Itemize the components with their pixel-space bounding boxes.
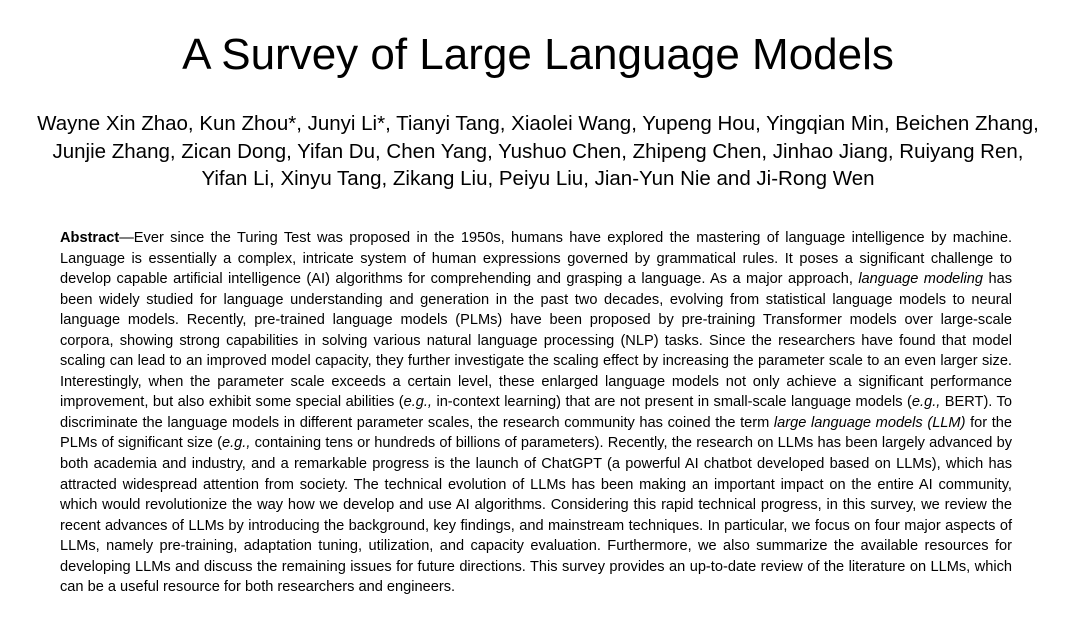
author-list: Wayne Xin Zhao, Kun Zhou*, Junyi Li*, Tianyi Tang, Xiaolei Wang, Yupeng Hou, Yingqian Min, Beichen Zhang, Junjie Zhang, Zican Dong, Yifan Du, Chen Yang, Yushuo Chen, Zhipeng Chen, Jinhao Jiang, Ruiyang Ren, Yifan Li, Xinyu Tang, Zikang Liu, Peiyu Liu, Jian-Yun Nie and Ji-Rong Wen: [37, 112, 1039, 190]
abstract-emphasis: e.g.,: [911, 394, 941, 411]
abstract-text: for the PLMs of significant size (: [60, 414, 1013, 452]
paper-title: A Survey of Large Language Models: [182, 30, 894, 79]
abstract-emphasis: language modeling: [858, 271, 984, 288]
abstract-text: Ever since the Turing Test was proposed in the 1950s, humans have explored the mastering of language intelligence by machine. Language is essentially a complex, intricate system of human expressions governed by grammatical rules. It poses a significant challenge to develop capable artificial intelligence (AI) algorithms for comprehending and grasping a language. As a major approach,: [60, 230, 1012, 288]
abstract-heading: Abstract: [60, 230, 120, 246]
abstract-text: containing tens or hundreds of billions of parameters). Recently, the research on LLMs has been largely advanced by both academia and industry, and a remarkable progress is the launch of ChatGPT (a powerful AI chatbot developed based on LLMs), which has attracted widespread attention from society. The technical evolution of LLMs has been making an important impact on the entire AI community, which would revolutionize the way how we develop and use AI algorithms. Considering this rapid technical progress, in this survey, we review the recent advances of LLMs by introducing the background, key findings, and mainstream techniques. In particular, we focus on four major aspects of LLMs, namely pre-training, adaptation tuning, utilization, and capacity evaluation. Furthermore, we also summarize the available resources for developing LLMs and discuss the remaining issues for future directions. This survey provides an up-to-date review of the literature on LLMs, which can be a useful resource for both researchers and engineers.: [60, 435, 1012, 596]
abstract-text: BERT). To discriminate the language models in different parameter scales, the research community has coined the term: [60, 394, 1012, 431]
abstract-emphasis: e.g.,: [403, 394, 432, 411]
abstract-text: in-context learning) that are not present in small-scale language models (: [431, 394, 912, 411]
abstract-emphasis: large language models (LLM): [773, 414, 966, 431]
abstract-paragraph: [60, 228, 1012, 598]
abstract-dash: —: [119, 230, 134, 246]
abstract-emphasis: e.g.,: [221, 435, 251, 452]
abstract-text: has been widely studied for language understanding and generation in the past two decades, evolving from statistical language models to neural language models. Recently, pre-trained language models (PLMs) have been proposed by pre-training Transformer models over large-scale corpora, showing strong capabilities in solving various natural language processing (NLP) tasks. Since the researchers have found that model scaling can lead to an improved model capacity, they further investigate the scaling effect by increasing the parameter scale to an even larger size. Interestingly, when the parameter scale exceeds a certain level, these enlarged language models not only achieve a significant performance improvement, but also exhibit some special abilities (: [60, 271, 1012, 411]
